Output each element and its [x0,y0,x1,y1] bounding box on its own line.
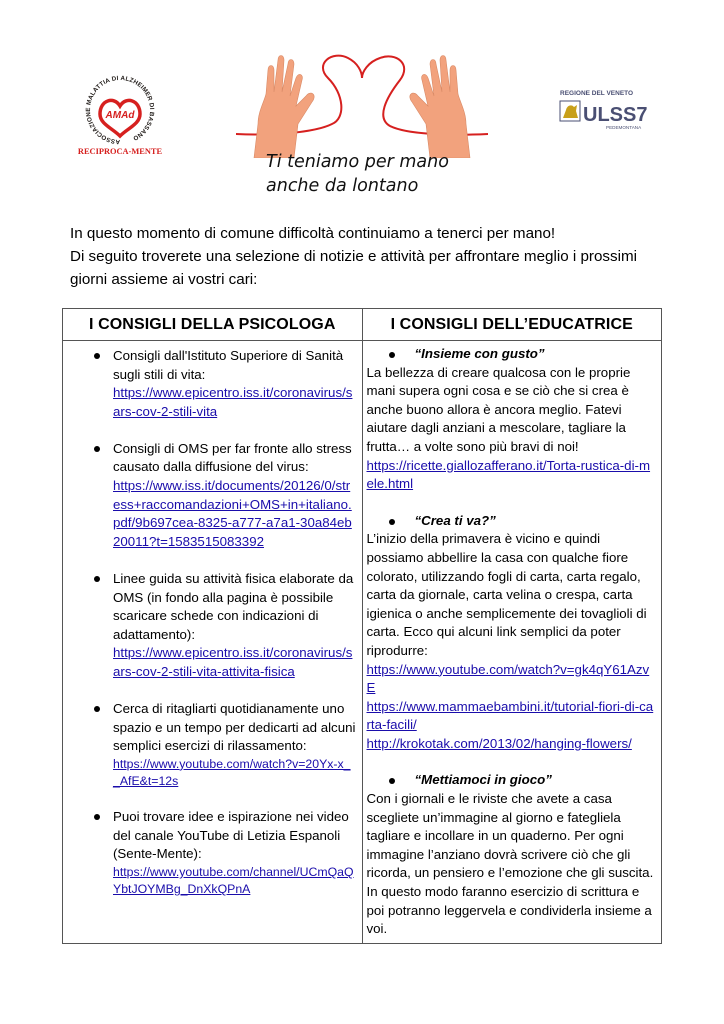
activity-section [367,771,658,938]
amad-mark: AMAd [105,110,135,121]
activity-text: L’inizio della primavera è vicino e quindi possiamo abbellire la casa con qualche fiore colorato, utilizzando fogli di carta, carta regalo, carta da giornale, carta velina o crespa, carta igienica o anche semplicemente dei tovaglioli di carta. Ecco qui alcuni link semplici da poter riprodurre: [366,531,647,658]
activity-section [367,345,658,494]
advice-link[interactable]: https://www.youtube.com/channel/UCmQaQYbtJOYMBg_DnXkQPnA [113,865,354,897]
amad-ring-text: ASSOCIAZIONE MALATTIA DI ALZHEIMER DI BASSANO [85,74,156,146]
activity-text: Con i giornali e le riviste che avete a casa scegliete un’immagine al giorno e fategliela tagliare e incollare in un quaderno. Per ogni immagine l’anziano dovrà scrivere ciò che gli ricorda, un pensiero e l’emozione che gli suscita. In questo modo faranno esercizio di scrittura e poi potranno leggervela e condividerla insieme a voi. [366,791,654,937]
advice-text: Puoi trovare idee e ispirazione nei video del canale YouTube di Letizia Espanoli (Sente-Mente): [113,809,349,862]
advice-link[interactable]: https://www.youtube.com/watch?v=20Yx-x__AfE&t=12s [113,756,351,788]
advice-link[interactable]: https://www.iss.it/documents/20126/0/stress+raccomandazioni+OMS+in+italiano.pdf/9b697cea-8325-a777-a7a1-30a84eb20011?t=1583515083392 [113,478,352,549]
advice-link[interactable]: https://www.epicentro.iss.it/coronavirus/sars-cov-2-stili-vita-attivita-fisica [113,645,353,679]
intro-line-2: Di seguito troverete una selezione di notizie e attività per affrontare meglio i prossimi giorni assieme ai vostri cari: [70,248,638,288]
list-item [113,440,356,552]
intro-line-1: In questo momento di comune difficoltà continuiamo a tenerci per mano! [70,225,556,242]
activity-link[interactable]: https://ricette.giallozafferano.it/Torta-rustica-di-mele.html [366,457,651,492]
advice-text: Cerca di ritagliarti quotidianamente uno spazio e un tempo per dedicarti ad alcuni semplici esercizi di rilassamento: [113,701,356,754]
activity-link[interactable]: http://krokotak.com/2013/02/hanging-flowers/ [366,735,632,751]
advice-text: Consigli di OMS per far fronte allo stress causato dalla diffusione del virus: [113,440,352,475]
ulss-name: ULSS7 [583,104,648,126]
activity-title: “Insieme con gusto” [367,345,658,364]
activity-link[interactable]: https://www.youtube.com/watch?v=gk4qY61AzvE [366,661,650,696]
list-item [113,700,356,790]
list-item [113,808,356,898]
ulss-region-text: REGIONE DEL VENETO [560,90,634,97]
psychologist-column-header: I CONSIGLI DELLA PSICOLOGA [63,309,363,341]
activity-title: “Crea ti va?” [367,512,658,531]
advice-link[interactable]: https://www.epicentro.iss.it/coronavirus/sars-cov-2-stili-vita [113,385,353,419]
activity-title: “Mettiamoci in gioco” [367,771,658,790]
list-item [113,347,356,421]
psychologist-column [63,341,363,944]
amad-tagline: RECIPROCA-MENTE [77,147,163,156]
list-item [113,570,356,682]
activity-link[interactable]: https://www.mammaebambini.it/tutorial-fiori-di-carta-facili/ [366,698,654,733]
page-header [0,0,724,205]
activity-text: La bellezza di creare qualcosa con le proprie mani supera ogni cosa e se ciò che si crea è anche buono allora è ancora meglio. Fatevi aiutare dagli anziani a mescolare, tagliare la frutta… a volte sono più bravi di noi! [366,364,631,454]
advice-text: Linee guida su attività fisica elaborate da OMS (in fondo alla pagina è possibile scaricare schede con indicazioni di adattamento): [113,570,354,642]
activity-section [367,512,658,754]
advice-text: Consigli dall'Istituto Superiore di Sanità sugli stili di vita: [113,348,344,382]
title-line-2: anche da lontano [266,176,419,196]
page-title [266,150,449,198]
title-line-1: Ti teniamo per mano [266,152,449,172]
educator-column-header: I CONSIGLI DELL’EDUCATRICE [362,309,662,341]
intro-text [70,222,670,291]
hands-heart-thread-icon [236,46,488,158]
ulss7-logo [558,88,648,132]
amad-logo [70,62,170,158]
ulss-subtitle: PEDEMONTANA [606,125,642,130]
educator-column [362,341,662,944]
advice-table [62,308,662,944]
